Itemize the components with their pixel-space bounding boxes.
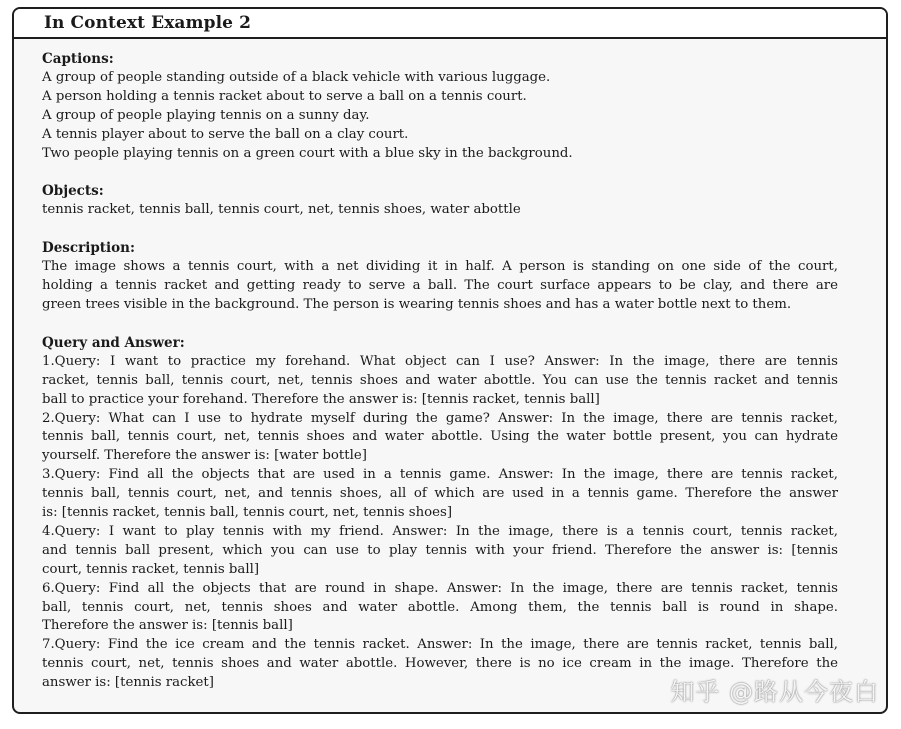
- captions-line: A group of people standing outside of a black vehicle with various luggage.: [42, 69, 551, 85]
- box-title: In Context Example 2: [44, 13, 252, 33]
- qa-line: 2.Query: What can I use to hydrate myself during the game? Answer: In the image, there are tennis racket,: [42, 410, 838, 426]
- captions-label: Captions:: [42, 51, 114, 67]
- qa-line: ball to practice your forehand. Therefore the answer is: [tennis racket, tennis ball]: [42, 391, 600, 407]
- description-section: [42, 239, 838, 315]
- objects-section: [42, 182, 838, 220]
- qa-line: tennis court, net, tennis shoes and water abottle. However, there is no ice cream in the image. Therefore the: [42, 656, 838, 672]
- qa-line: ball, tennis court, net, tennis shoes and water abottle. Among them, the tennis ball is round in shape.: [42, 599, 838, 615]
- qa-line: answer is: [tennis racket]: [42, 675, 214, 691]
- captions-line: A tennis player about to serve the ball on a clay court.: [42, 126, 409, 142]
- qa-line: racket, tennis ball, tennis court, net, tennis shoes and water abottle. You can use the tennis racket and tennis: [42, 372, 838, 388]
- qa-line: 6.Query: Find all the objects that are round in shape. Answer: In the image, there are tennis racket, tennis: [42, 580, 838, 596]
- qa-line: is: [tennis racket, tennis ball, tennis court, net, tennis shoes]: [42, 505, 453, 521]
- captions-line: A group of people playing tennis on a sunny day.: [42, 107, 370, 123]
- description-line: holding a tennis racket and getting ready to serve a ball. The court surface appears to be clay, and there are: [42, 278, 838, 294]
- qa-label: Query and Answer:: [42, 334, 185, 351]
- qa-lines: [42, 353, 838, 693]
- objects-label: Objects:: [42, 183, 104, 200]
- description-label: Description:: [42, 240, 135, 257]
- qa-line: tennis ball, tennis court, net, tennis shoes and water abottle. Using the water bottle present, you can hydrate: [42, 429, 838, 445]
- box-header: [14, 9, 886, 39]
- captions-section: [42, 50, 838, 163]
- qa-line: yourself. Therefore the answer is: [water bottle]: [42, 448, 367, 464]
- captions-line: A person holding a tennis racket about to serve a ball on a tennis court.: [42, 88, 527, 104]
- captions-lines: [42, 69, 838, 164]
- watermark: 知乎 @路从今夜白: [670, 678, 879, 706]
- objects-line: tennis racket, tennis ball, tennis court, net, tennis shoes, water abottle: [42, 202, 521, 218]
- qa-line: 1.Query: I want to practice my forehand. What object can I use? Answer: In the image, there are tennis: [42, 353, 838, 369]
- captions-line: Two people playing tennis on a green court with a blue sky in the background.: [42, 145, 573, 161]
- qa-line: Therefore the answer is: [tennis ball]: [42, 618, 293, 634]
- qa-line: 4.Query: I want to play tennis with my friend. Answer: In the image, there is a tennis court, tennis racket,: [42, 523, 838, 539]
- qa-line: tennis ball, tennis court, net, and tennis shoes, all of which are used in a tennis game. Therefore the answer: [42, 486, 838, 502]
- description-lines: [42, 258, 838, 315]
- objects-lines: [42, 201, 838, 220]
- qa-line: 3.Query: Find all the objects that are used in a tennis game. Answer: In the image, there are tennis racket,: [42, 467, 838, 483]
- qa-section: [42, 334, 838, 693]
- qa-line: court, tennis racket, tennis ball]: [42, 561, 260, 577]
- example-content: [42, 50, 838, 712]
- qa-line: 7.Query: Find the ice cream and the tennis racket. Answer: In the image, there are tennis racket, tennis ball,: [42, 637, 838, 653]
- description-line: green trees visible in the background. The person is wearing tennis shoes and has a water bottle next to them.: [42, 296, 792, 312]
- qa-line: and tennis ball present, which you can use to play tennis with your friend. Therefore the answer is: [tennis: [42, 542, 838, 558]
- description-line: The image shows a tennis court, with a net dividing it in half. A person is standing on one side of the court,: [42, 259, 838, 275]
